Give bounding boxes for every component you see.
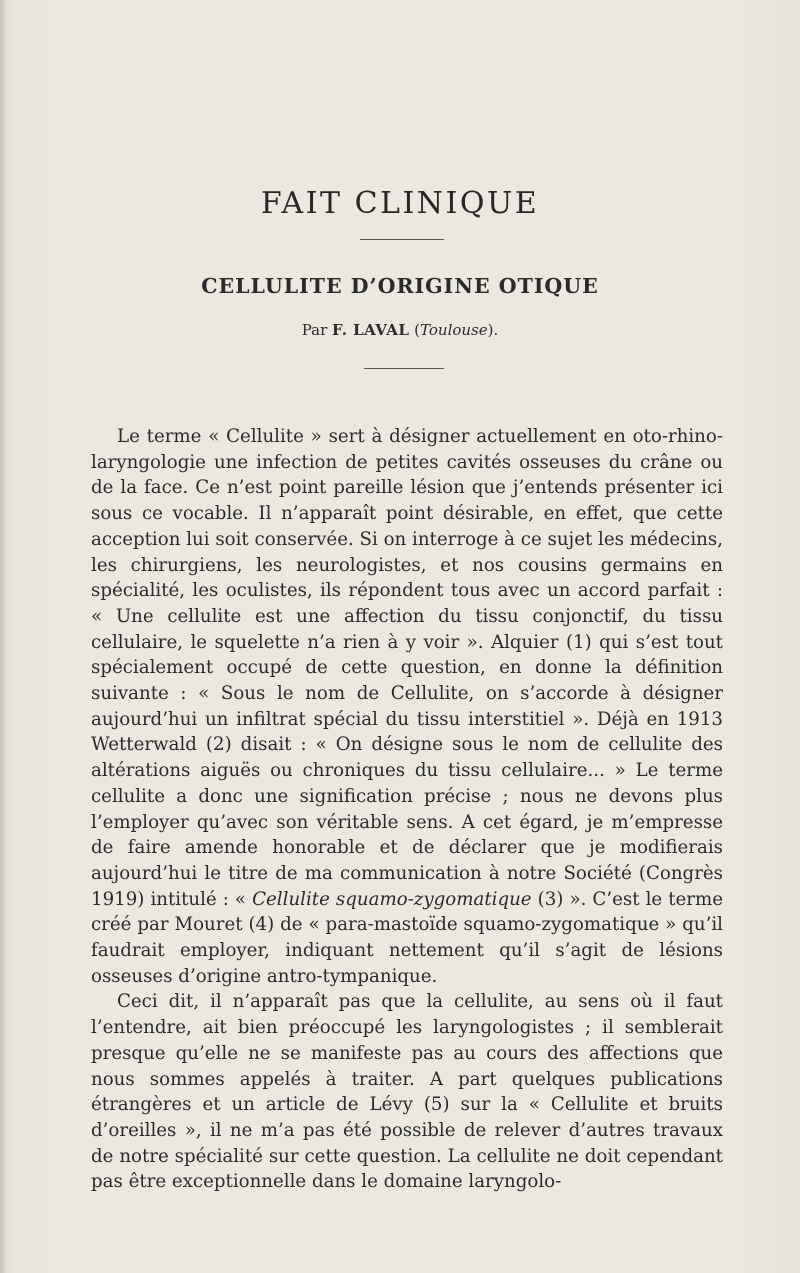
city-open: ( <box>414 321 421 339</box>
paragraph-1-text-a: Le terme « Cellulite » sert à désigner actuellement en oto-rhino-laryngologie une infection de petites cavités osseuses du crâne ou de la face. Ce n’est point pareille lésion que j’entends présenter ici sous ce vocable. Il n’apparaît point désirable, en effet, que cette acception lui soit conservée. Si on interroge à ce sujet les médecins, les chirurgiens, les neurologistes, et nos cousins germains en spécialité, les oculistes, ils répondent tous avec un accord parfait : « Une cellulite est une affection du tissu conjonctif, du tissu cellulaire, le squelette n’a rien à y voir ». Alquier (1) qui s’est tout spécialement occupé de cette question, en donne la définition suivante : « Sous le nom de Cellulite, on s’accorde à désigner aujourd’hui un infiltrat spécial du tissu interstitiel ». Déjà en 1913 Wetterwald (2) disait : « On désigne sous le nom de cellulite des altérations aiguës ou chroniques du tissu cellulaire... » Le terme cellulite a donc une signification précise ; nous ne devons plus l’employer qu’avec son véritable sens. A cet égard, je m’empresse de faire amende honorable et de déclarer que je modifierais aujourd’hui le titre de ma communication à notre Société (Congrès 1919) intitulé : « <box>91 426 723 910</box>
section-title: FAIT CLINIQUE <box>260 186 540 221</box>
city-close: ). <box>487 321 499 339</box>
paragraph-1-text-b: (3) ». C’est le terme créé par Mouret (4) de « para-mastoïde squamo-zygomatique » qu’il faudrait employer, indiquant nettement qu’il s’agit de lésions osseuses d’origine antro-tympanique. <box>91 888 723 987</box>
paragraph-2: Ceci dit, il n’apparaît pas que la cellulite, au sens où il faut l’entendre, ait bien préoccupé les laryngologistes ; il semblerait presque qu’elle ne se manifeste pas au cours des affections que nous sommes appelés à traiter. A part quelques publications étrangères et un article de Lévy (5) sur la « Cellulite et bruits d’oreilles », il ne m’a pas été possible de relever d’autres travaux de notre spécialité sur cette question. La cellulite ne doit cependant pas être exceptionnelle dans le domaine laryngolo- <box>91 991 723 1193</box>
title-rule <box>360 239 444 240</box>
author-city: Toulouse <box>420 321 488 339</box>
byline-prefix: Par <box>301 321 328 339</box>
author-name: F. LAVAL <box>332 321 410 339</box>
article-body <box>91 424 723 1195</box>
byline <box>0 321 800 339</box>
paragraph-1-italic-title: Cellulite squamo-zygomatique <box>252 888 532 910</box>
article-subtitle: CELLULITE D’ORIGINE OTIQUE <box>201 274 599 298</box>
paragraph-1 <box>91 424 723 989</box>
byline-rule <box>364 368 444 369</box>
